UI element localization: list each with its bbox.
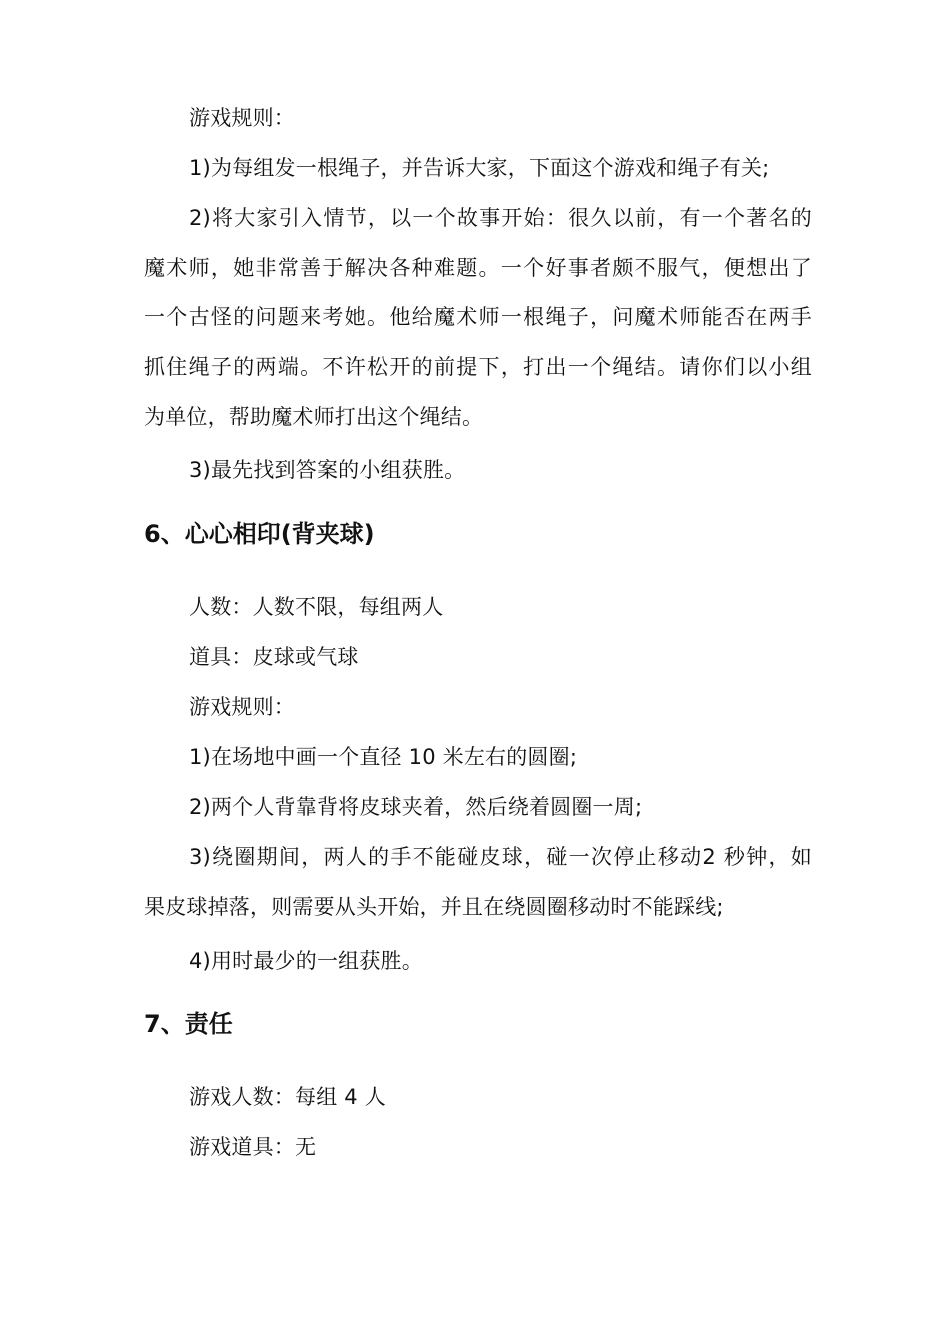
people-count: 游戏人数：每组 4 人 — [189, 1085, 386, 1109]
paragraph-line: 为单位，帮助魔术师打出这个绳结。 — [144, 405, 484, 429]
paragraph-line: 一个古怪的问题来考她。他给魔术师一根绳子，问魔术师能否在两手 — [144, 305, 812, 329]
props: 道具：皮球或气球 — [189, 645, 359, 669]
rule-item: 1)为每组发一根绳子，并告诉大家，下面这个游戏和绳子有关; — [189, 156, 770, 180]
rules-label: 游戏规则： — [189, 106, 295, 130]
rule-item: 4)用时最少的一组获胜。 — [189, 949, 423, 973]
section-heading: 6、心心相印(背夹球) — [144, 520, 375, 548]
rule-item: 1)在场地中画一个直径 10 米左右的圆圈; — [189, 745, 578, 769]
paragraph-line: 魔术师，她非常善于解决各种难题。一个好事者颇不服气，便想出了 — [144, 256, 812, 280]
paragraph-line: 果皮球掉落，则需要从头开始，并且在绕圆圈移动时不能踩线; — [144, 895, 724, 919]
rule-item: 3)最先找到答案的小组获胜。 — [189, 458, 466, 482]
section-heading: 7、责任 — [144, 1010, 233, 1038]
paragraph-line: 抓住绳子的两端。不许松开的前提下，打出一个绳结。请你们以小组 — [144, 355, 812, 379]
rules-label: 游戏规则： — [189, 695, 295, 719]
rule-item: 2)将大家引入情节，以一个故事开始：很久以前，有一个著名的 — [189, 206, 812, 230]
people-count: 人数：人数不限，每组两人 — [189, 595, 444, 619]
rule-item: 2)两个人背靠背将皮球夹着，然后绕着圆圈一周; — [189, 795, 643, 819]
rule-item: 3)绕圈期间，两人的手不能碰皮球，碰一次停止移动2 秒钟，如 — [189, 845, 812, 869]
props: 游戏道具：无 — [189, 1135, 317, 1159]
